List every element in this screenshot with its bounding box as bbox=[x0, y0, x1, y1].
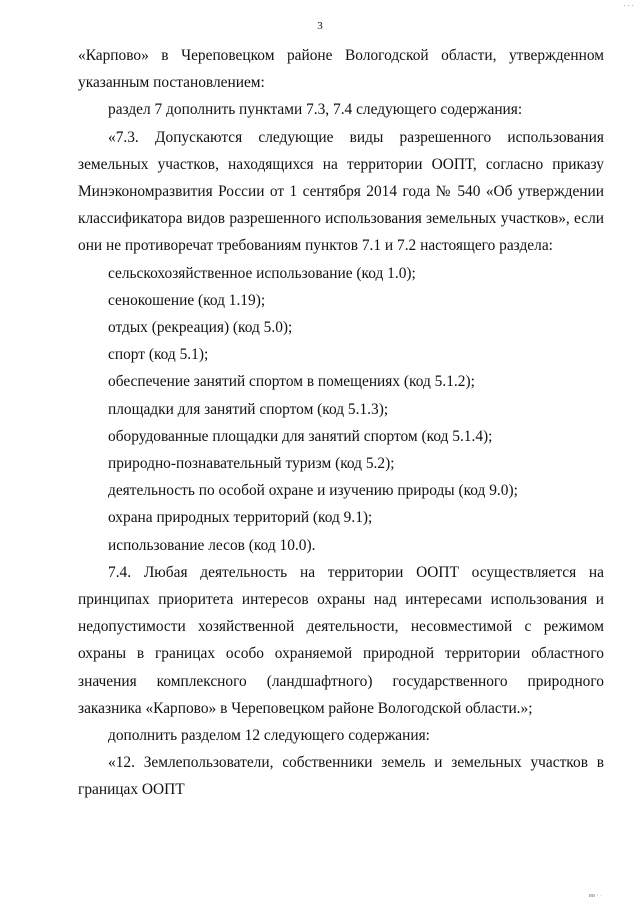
paragraph-12: «12. Землепользователи, собственники земель и земельных участков в границах ООПТ bbox=[78, 754, 604, 799]
paragraph-7-3: «7.3. Допускаются следующие виды разрешенного использования земельных участков, находящихся на территории ООПТ, согласно приказу Минэкономразвития России от 1 сентября 2014 года № 540 «Об утверждении классификатора видов разрешенного использования земельных участков», если они не противоречат требованиям пунктов 7.1 и 7.2 настоящего раздела: bbox=[78, 128, 604, 255]
paragraph-section-7-intro: раздел 7 дополнить пунктами 7.3, 7.4 следующего содержания: bbox=[108, 101, 523, 119]
list-item: сельскохозяйственное использование (код 1.0); bbox=[108, 264, 416, 282]
list-item: обеспечение занятий спортом в помещениях (код 5.1.2); bbox=[108, 373, 475, 391]
list-item: спорт (код 5.1); bbox=[108, 346, 209, 364]
list-item: отдых (рекреация) (код 5.0); bbox=[108, 319, 293, 337]
list-item: деятельность по особой охране и изучению природы (код 9.0); bbox=[108, 482, 518, 500]
list-item: охрана природных территорий (код 9.1); bbox=[108, 509, 373, 527]
document-body bbox=[78, 42, 604, 804]
paragraph-continuation: «Карпово» в Череповецком районе Вологодской области, утвержденном указанным постановлением: bbox=[78, 47, 604, 92]
paragraph-7-4: 7.4. Любая деятельность на территории ООПТ осуществляется на принципах приоритета интересов охраны над интересами использования и недопустимости хозяйственной деятельности, несовместимой с режимом охраны в границах особо охраняемой природной территории областного значения комплексного (ландшафтного) государственного природного заказника «Карпово» в Череповецком районе Вологодской области.»; bbox=[78, 563, 604, 717]
corner-scan-mark: · · · bbox=[623, 2, 634, 10]
list-item: использование лесов (код 10.0). bbox=[108, 536, 316, 554]
list-item: оборудованные площадки для занятий спортом (код 5.1.4); bbox=[108, 427, 493, 445]
footer-scan-mark: ии · · bbox=[588, 893, 602, 899]
paragraph-section-12-intro: дополнить разделом 12 следующего содержания: bbox=[108, 727, 430, 745]
list-item: природно-познавательный туризм (код 5.2); bbox=[108, 455, 395, 473]
list-item: площадки для занятий спортом (код 5.1.3); bbox=[108, 400, 389, 418]
list-item: сенокошение (код 1.19); bbox=[108, 291, 266, 309]
page-number: 3 bbox=[317, 20, 323, 32]
